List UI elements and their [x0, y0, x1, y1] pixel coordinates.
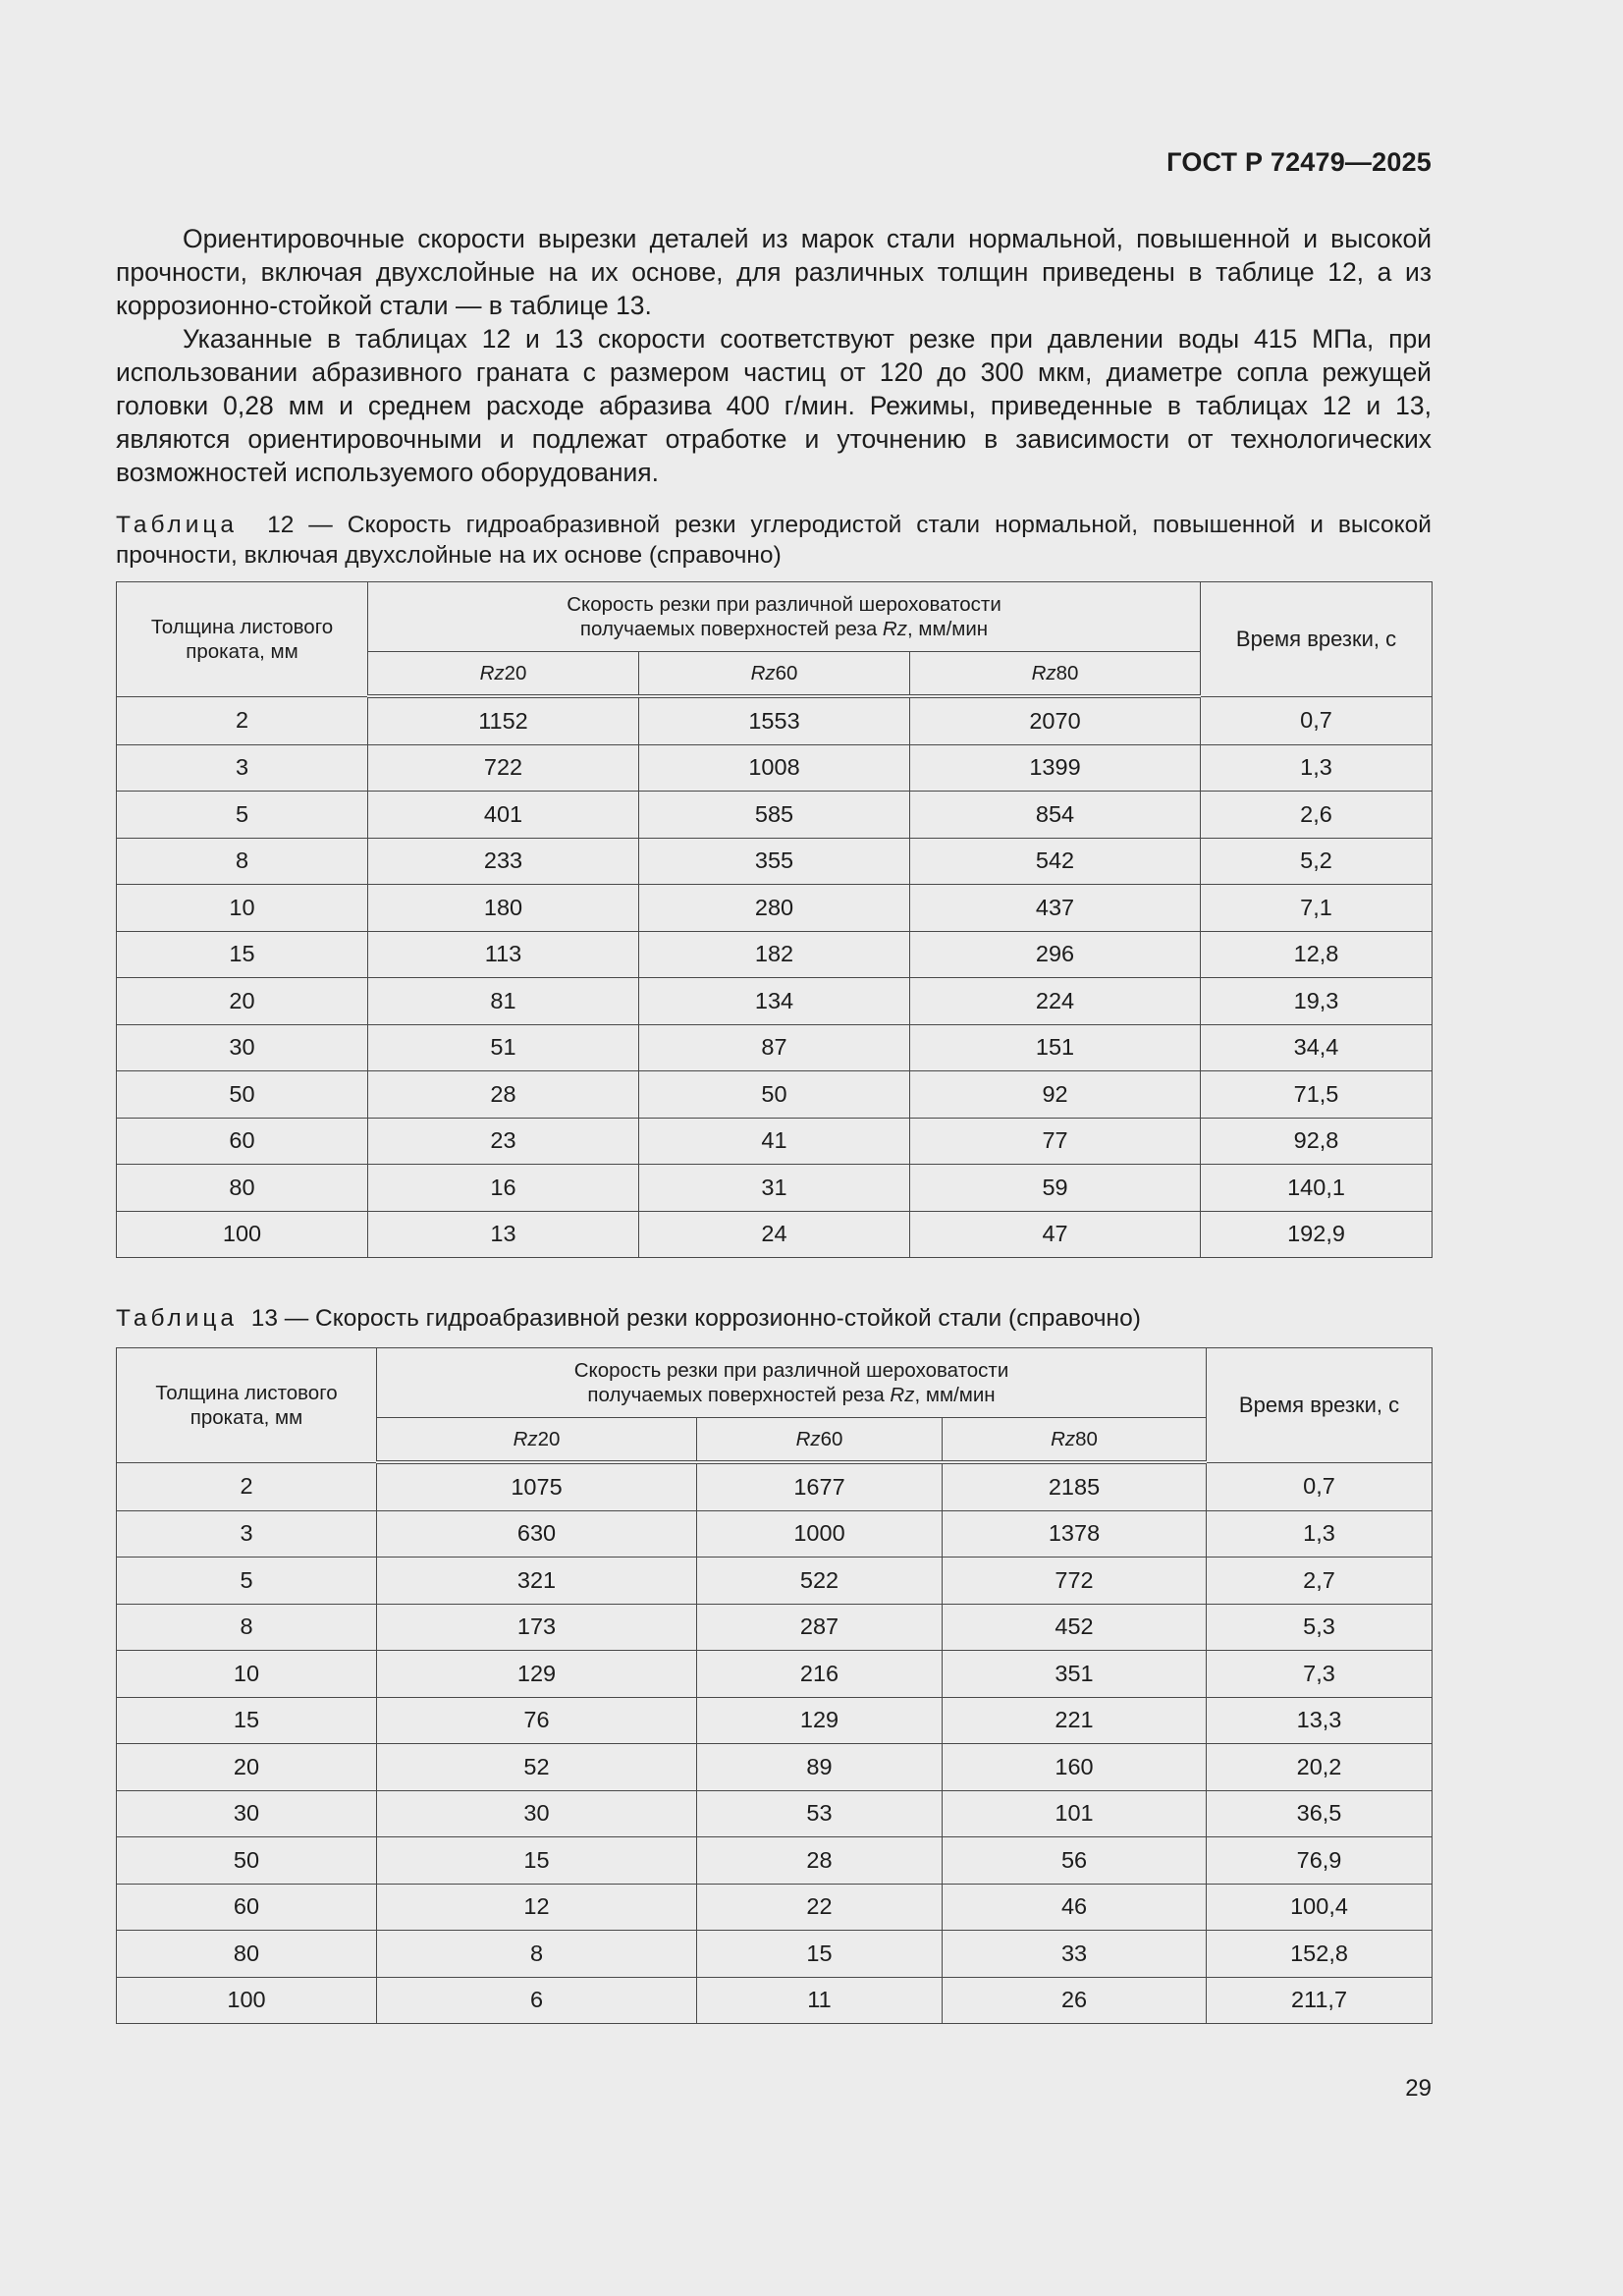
table-label: Таблица: [116, 1305, 239, 1332]
table-cell: 7,1: [1201, 885, 1433, 932]
table-row: [117, 1024, 1433, 1071]
table-cell: 12: [377, 1884, 697, 1931]
table-cell: 11: [697, 1977, 943, 2024]
table-cell: 2: [117, 696, 368, 744]
table-row: [117, 744, 1433, 792]
table-cell: 33: [943, 1931, 1207, 1978]
table-cell: 1,3: [1201, 744, 1433, 792]
table-cell: 1075: [377, 1462, 697, 1510]
table-13-caption: [116, 1303, 1432, 1334]
table-cell: 221: [943, 1697, 1207, 1744]
table-cell: 92: [910, 1071, 1201, 1119]
table-row: [117, 1118, 1433, 1165]
table-row: [117, 1604, 1433, 1651]
table-cell: 71,5: [1201, 1071, 1433, 1119]
table-row: [117, 1697, 1433, 1744]
table-cell: 151: [910, 1024, 1201, 1071]
table-cell: 192,9: [1201, 1211, 1433, 1258]
table-cell: 216: [697, 1651, 943, 1698]
table-cell: 15: [117, 931, 368, 978]
table-cell: 5,2: [1201, 838, 1433, 885]
table-cell: 1008: [639, 744, 910, 792]
table-row: [117, 1165, 1433, 1212]
page-number: 29: [1405, 2075, 1432, 2102]
table-cell: 24: [639, 1211, 910, 1258]
table-cell: 6: [377, 1977, 697, 2024]
table-cell: 50: [117, 1837, 377, 1885]
table-cell: 22: [697, 1884, 943, 1931]
table-cell: 180: [368, 885, 639, 932]
table-cell: 50: [639, 1071, 910, 1119]
table-cell: 2: [117, 1462, 377, 1510]
table-cell: 28: [697, 1837, 943, 1885]
table-cell: 60: [117, 1884, 377, 1931]
document-page: [116, 0, 1432, 2296]
table-cell: 401: [368, 792, 639, 839]
table-cell: 113: [368, 931, 639, 978]
table-cell: 129: [377, 1651, 697, 1698]
table-cell: 13,3: [1207, 1697, 1433, 1744]
table-cell: 20,2: [1207, 1744, 1433, 1791]
table-cell: 77: [910, 1118, 1201, 1165]
table-cell: 5: [117, 1558, 377, 1605]
table-cell: 1677: [697, 1462, 943, 1510]
header-rz60: Rz60: [639, 652, 910, 697]
table-row: [117, 1744, 1433, 1791]
table-cell: 50: [117, 1071, 368, 1119]
table-12: [116, 581, 1433, 1258]
table-row: [117, 1462, 1433, 1510]
table-cell: 2070: [910, 696, 1201, 744]
table-cell: 34,4: [1201, 1024, 1433, 1071]
document-id: ГОСТ Р 72479—2025: [1166, 147, 1432, 177]
table-cell: 60: [117, 1118, 368, 1165]
table-cell: 89: [697, 1744, 943, 1791]
table-cell: 1152: [368, 696, 639, 744]
paragraph: Указанные в таблицах 12 и 13 скорости соответствуют резке при давлении воды 415 МПа, при использовании абразивного граната с размером частиц от 120 до 300 мкм, диаметре сопла режущей головки 0,28 мм и среднем расходе абразива 400 г/мин. Режимы, приведенные в таблицах 12 и 13, являются ориентировочными и подлежат отработке и уточнению в зависимости от технологических возможностей используемого оборудования.: [116, 324, 1432, 487]
paragraph: Ориентировочные скорости вырезки деталей из марок стали нормальной, повышенной и высокой прочности, включая двухслойные на их основе, для различных толщин приведены в таблице 12, а из коррозионно-стойкой стали — в таблице 13.: [116, 224, 1432, 320]
table-cell: 211,7: [1207, 1977, 1433, 2024]
table-cell: 1378: [943, 1510, 1207, 1558]
table-cell: 134: [639, 978, 910, 1025]
table-cell: 287: [697, 1604, 943, 1651]
table-row: [117, 978, 1433, 1025]
table-row: [117, 1651, 1433, 1698]
table-cell: 100: [117, 1977, 377, 2024]
table-cell: 355: [639, 838, 910, 885]
table-cell: 15: [117, 1697, 377, 1744]
table-cell: 772: [943, 1558, 1207, 1605]
header-rz20: Rz20: [368, 652, 639, 697]
table-cell: 630: [377, 1510, 697, 1558]
table-cell: 46: [943, 1884, 1207, 1931]
table-cell: 224: [910, 978, 1201, 1025]
table-caption-text: 13 — Скорость гидроабразивной резки коррозионно-стойкой стали (справочно): [250, 1305, 1141, 1332]
header-rz60: Rz60: [697, 1418, 943, 1463]
table-cell: 0,7: [1207, 1462, 1433, 1510]
table-cell: 19,3: [1201, 978, 1433, 1025]
table-cell: 351: [943, 1651, 1207, 1698]
table-cell: 140,1: [1201, 1165, 1433, 1212]
table-cell: 233: [368, 838, 639, 885]
table-cell: 542: [910, 838, 1201, 885]
table-caption-text: 12 — Скорость гидроабразивной резки углеродистой стали нормальной, повышенной и высокой прочности, включая двухслойные на их основе (справочно): [116, 512, 1432, 569]
table-row: [117, 1837, 1433, 1885]
table-row: [117, 885, 1433, 932]
header-cutting-speed: Скорость резки при различной шероховатости получаемых поверхностей реза Rz, мм/мин: [368, 582, 1201, 652]
table-cell: 76: [377, 1697, 697, 1744]
table-cell: 23: [368, 1118, 639, 1165]
table-cell: 296: [910, 931, 1201, 978]
table-cell: 5: [117, 792, 368, 839]
table-row: [117, 1510, 1433, 1558]
table-cell: 152,8: [1207, 1931, 1433, 1978]
table-row: [117, 1211, 1433, 1258]
table-label: Таблица: [116, 512, 239, 538]
table-cell: 31: [639, 1165, 910, 1212]
table-cell: 2,7: [1207, 1558, 1433, 1605]
header-cutting-speed: Скорость резки при различной шероховатости получаемых поверхностей реза Rz, мм/мин: [377, 1348, 1207, 1418]
table-cell: 87: [639, 1024, 910, 1071]
header-piercing-time: Время врезки, с: [1201, 582, 1433, 697]
table-cell: 8: [117, 838, 368, 885]
table-cell: 129: [697, 1697, 943, 1744]
table-cell: 321: [377, 1558, 697, 1605]
table-cell: 80: [117, 1931, 377, 1978]
table-cell: 182: [639, 931, 910, 978]
table-row: [117, 696, 1433, 744]
table-cell: 1399: [910, 744, 1201, 792]
table-cell: 173: [377, 1604, 697, 1651]
table-cell: 80: [117, 1165, 368, 1212]
table-cell: 28: [368, 1071, 639, 1119]
table-cell: 1000: [697, 1510, 943, 1558]
table-row: [117, 1558, 1433, 1605]
table-cell: 452: [943, 1604, 1207, 1651]
table-cell: 30: [377, 1790, 697, 1837]
table-row: [117, 1977, 1433, 2024]
header-thickness: Толщина листового проката, мм: [117, 582, 368, 697]
table-cell: 30: [117, 1790, 377, 1837]
table-row: [117, 838, 1433, 885]
table-cell: 20: [117, 1744, 377, 1791]
table-cell: 15: [377, 1837, 697, 1885]
table-cell: 5,3: [1207, 1604, 1433, 1651]
table-row: [117, 1884, 1433, 1931]
table-13: [116, 1347, 1433, 2024]
table-row: [117, 1071, 1433, 1119]
table-row: [117, 931, 1433, 978]
table-row: [117, 1931, 1433, 1978]
table-cell: 0,7: [1201, 696, 1433, 744]
table-body: [117, 696, 1433, 1258]
table-cell: 585: [639, 792, 910, 839]
table-cell: 10: [117, 1651, 377, 1698]
table-cell: 100: [117, 1211, 368, 1258]
table-cell: 100,4: [1207, 1884, 1433, 1931]
table-cell: 10: [117, 885, 368, 932]
table-cell: 26: [943, 1977, 1207, 2024]
table-cell: 59: [910, 1165, 1201, 1212]
table-cell: 522: [697, 1558, 943, 1605]
table-cell: 47: [910, 1211, 1201, 1258]
table-cell: 41: [639, 1118, 910, 1165]
table-row: [117, 792, 1433, 839]
table-cell: 8: [117, 1604, 377, 1651]
table-cell: 51: [368, 1024, 639, 1071]
table-cell: 7,3: [1207, 1651, 1433, 1698]
header-rz80: Rz80: [910, 652, 1201, 697]
table-cell: 2185: [943, 1462, 1207, 1510]
table-cell: 1553: [639, 696, 910, 744]
table-cell: 36,5: [1207, 1790, 1433, 1837]
table-cell: 92,8: [1201, 1118, 1433, 1165]
table-cell: 8: [377, 1931, 697, 1978]
table-cell: 30: [117, 1024, 368, 1071]
header-piercing-time: Время врезки, с: [1207, 1348, 1433, 1463]
table-cell: 3: [117, 744, 368, 792]
table-cell: 52: [377, 1744, 697, 1791]
table-cell: 76,9: [1207, 1837, 1433, 1885]
table-cell: 280: [639, 885, 910, 932]
table-cell: 81: [368, 978, 639, 1025]
table-row: [117, 1790, 1433, 1837]
table-cell: 160: [943, 1744, 1207, 1791]
table-cell: 3: [117, 1510, 377, 1558]
table-cell: 2,6: [1201, 792, 1433, 839]
header-thickness: Толщина листового проката, мм: [117, 1348, 377, 1463]
table-cell: 15: [697, 1931, 943, 1978]
table-cell: 437: [910, 885, 1201, 932]
table-cell: 722: [368, 744, 639, 792]
body-text: [116, 222, 1432, 489]
table-cell: 101: [943, 1790, 1207, 1837]
header-rz80: Rz80: [943, 1418, 1207, 1463]
table-cell: 53: [697, 1790, 943, 1837]
table-body: [117, 1462, 1433, 2024]
table-12-caption: [116, 510, 1432, 571]
table-cell: 56: [943, 1837, 1207, 1885]
table-cell: 20: [117, 978, 368, 1025]
header-rz20: Rz20: [377, 1418, 697, 1463]
table-cell: 16: [368, 1165, 639, 1212]
table-cell: 854: [910, 792, 1201, 839]
table-cell: 13: [368, 1211, 639, 1258]
table-cell: 12,8: [1201, 931, 1433, 978]
table-cell: 1,3: [1207, 1510, 1433, 1558]
